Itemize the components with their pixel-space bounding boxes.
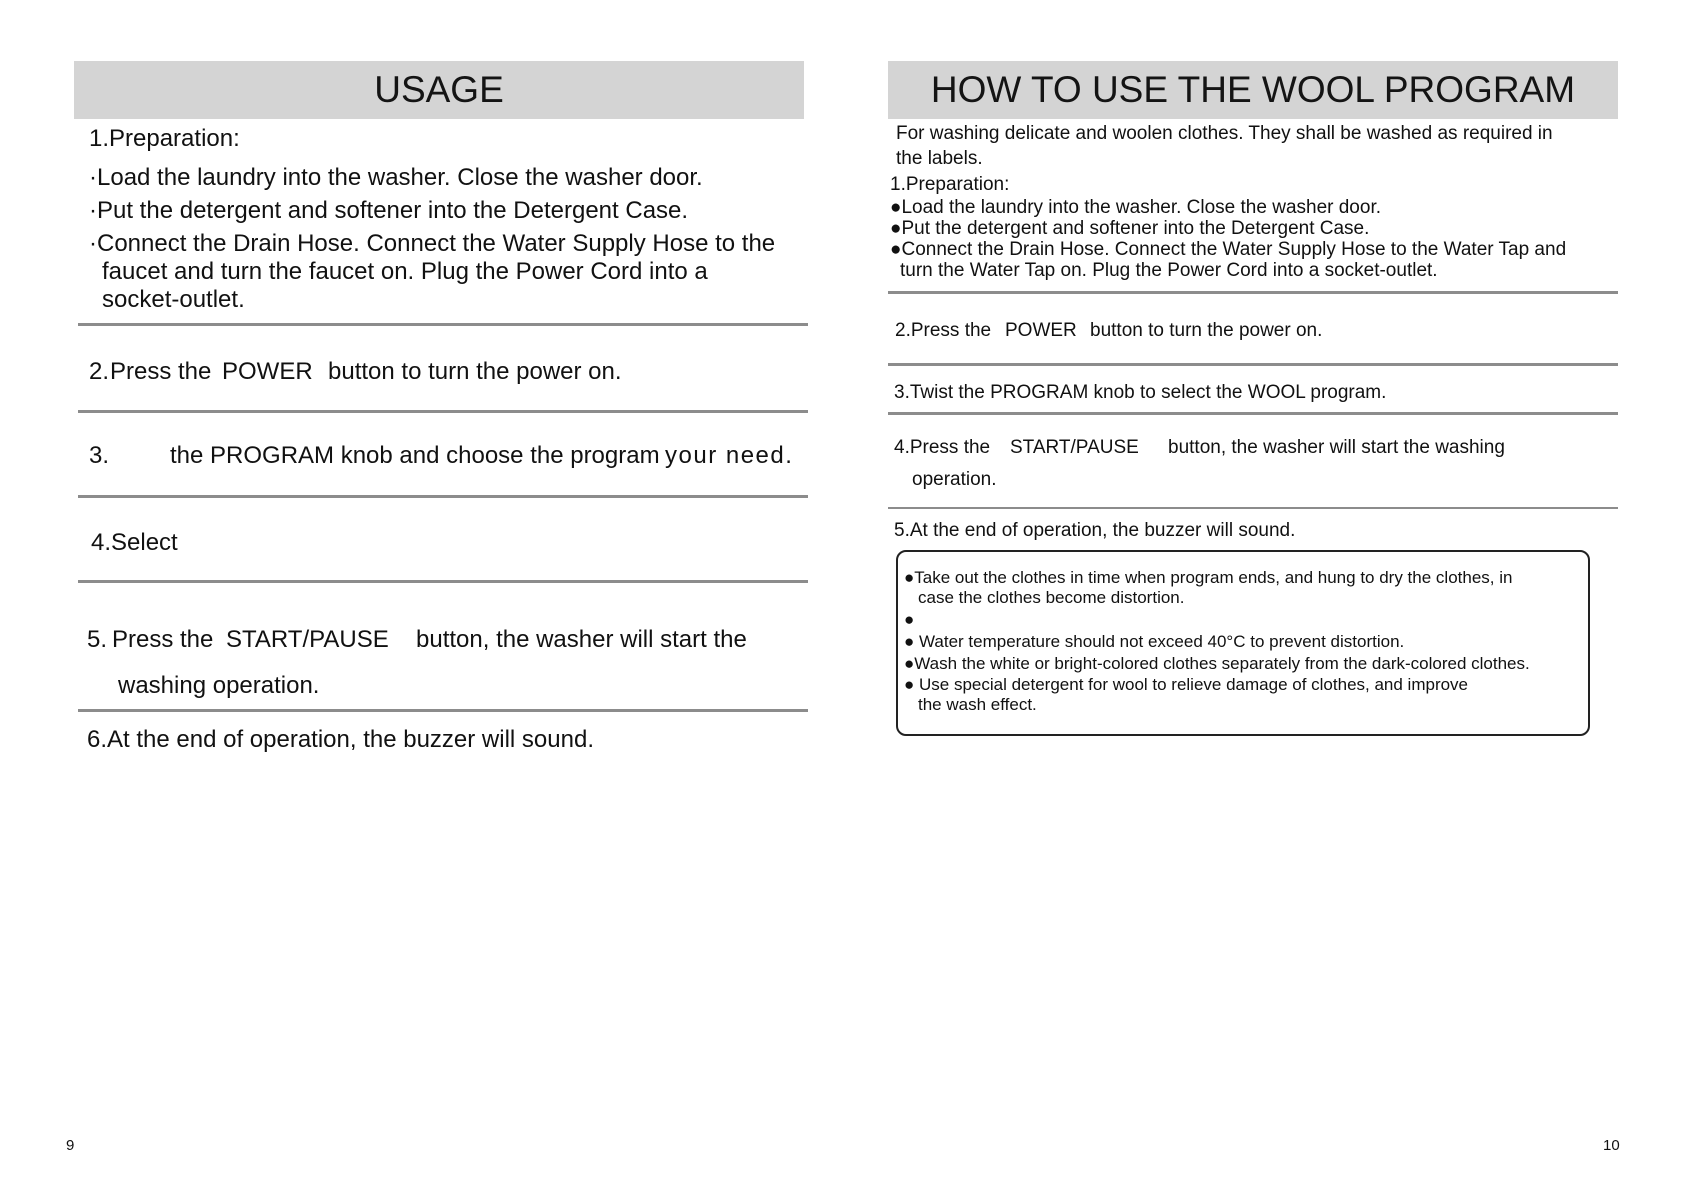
step1-item: socket-outlet. — [102, 286, 245, 313]
notes-box — [896, 550, 1590, 736]
step1-item: ●Connect the Drain Hose. Connect the Water Supply Hose to the Water Tap and — [890, 239, 1567, 260]
step6-text: 6.At the end of operation, the buzzer will sound. — [87, 726, 594, 753]
step5-line2: washing operation. — [118, 672, 320, 699]
start-pause-key-label: START/PAUSE — [226, 626, 389, 653]
step4-line2: operation. — [912, 469, 997, 490]
page-number: 9 — [66, 1137, 75, 1154]
step1-item: ●Put the detergent and softener into the Detergent Case. — [890, 218, 1370, 239]
step1-item: ·Load the laundry into the washer. Close the washer door. — [89, 164, 703, 191]
step4-text: 4.Select — [91, 529, 178, 556]
page-number: 10 — [1603, 1137, 1620, 1154]
start-pause-key-label: START/PAUSE — [1010, 437, 1139, 458]
step2-post: button to turn the power on. — [328, 358, 622, 385]
step1-heading: 1.Preparation: — [89, 125, 240, 152]
note-line: ● — [904, 610, 915, 629]
divider — [78, 495, 808, 498]
step5-pre: Press the — [112, 626, 214, 653]
note-line: the wash effect. — [918, 695, 1037, 714]
step1-item: ●Load the laundry into the washer. Close the washer door. — [890, 197, 1382, 218]
step2-pre: Press the — [110, 358, 212, 385]
power-key-label: POWER — [1005, 320, 1077, 341]
step1-item: turn the Water Tap on. Plug the Power Cord into a socket-outlet. — [900, 260, 1438, 281]
note-line: ● Use special detergent for wool to relieve damage of clothes, and improve — [904, 675, 1469, 694]
divider — [78, 580, 808, 583]
divider — [888, 363, 1618, 366]
intro-line: the labels. — [896, 148, 983, 169]
step5-post: button, the washer will start the — [416, 626, 747, 653]
step1-item: ·Put the detergent and softener into the Detergent Case. — [89, 197, 689, 224]
step1-item: faucet and turn the faucet on. Plug the Power Cord into a — [102, 258, 708, 285]
step3-tail: your need. — [665, 442, 794, 469]
step1-item: ·Connect the Drain Hose. Connect the Water Supply Hose to the — [89, 230, 776, 257]
power-key-label: POWER — [222, 358, 313, 385]
note-line: case the clothes become distortion. — [918, 588, 1185, 607]
divider — [78, 709, 808, 712]
step5-text: 5.At the end of operation, the buzzer will sound. — [894, 520, 1296, 541]
step3-number: 3. — [89, 442, 110, 469]
note-line: ●Wash the white or bright-colored clothes separately from the dark-colored clothes. — [904, 654, 1530, 673]
step2-pre: 2.Press the — [895, 320, 992, 341]
note-line: ● Water temperature should not exceed 40°C to prevent distortion. — [904, 632, 1405, 651]
divider — [78, 410, 808, 413]
divider — [888, 412, 1618, 415]
right-page — [842, 0, 1684, 1191]
step1-heading: 1.Preparation: — [890, 174, 1010, 195]
divider — [888, 291, 1618, 294]
step3-text: the PROGRAM knob and choose the program — [170, 442, 660, 469]
intro-line: For washing delicate and woolen clothes. They shall be washed as required in — [896, 123, 1553, 144]
step3-text: 3.Twist the PROGRAM knob to select the WOOL program. — [894, 382, 1387, 403]
usage-title: USAGE — [74, 61, 804, 119]
divider — [78, 323, 808, 326]
divider — [888, 507, 1618, 509]
note-line: ●Take out the clothes in time when program ends, and hung to dry the clothes, in — [904, 568, 1513, 587]
step2-post: button to turn the power on. — [1090, 320, 1323, 341]
wool-program-title: HOW TO USE THE WOOL PROGRAM — [888, 61, 1618, 119]
step4-pre: 4.Press the — [894, 437, 991, 458]
step5-number: 5. — [87, 626, 108, 653]
step2-number: 2. — [89, 358, 110, 385]
step4-post: button, the washer will start the washing — [1168, 437, 1505, 458]
